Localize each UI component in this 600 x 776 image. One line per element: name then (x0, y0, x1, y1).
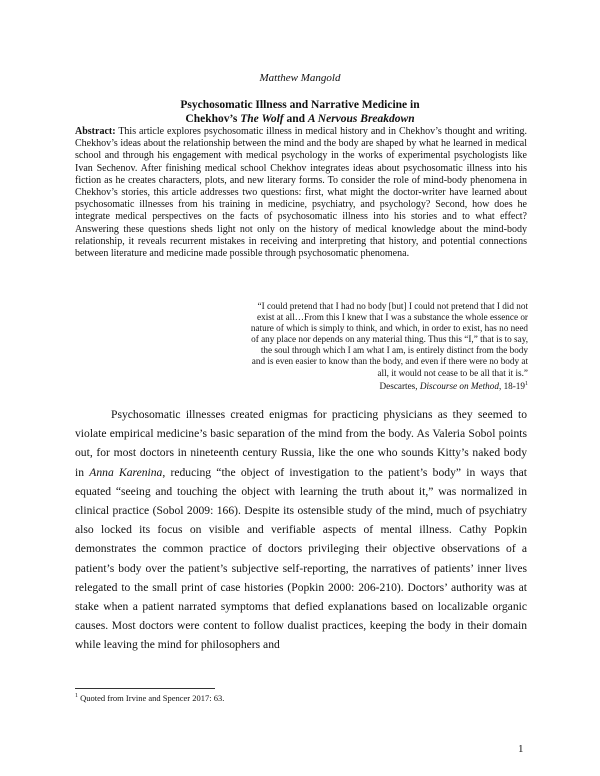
footnote-text: Quoted from Irvine and Spencer 2017: 63. (78, 693, 225, 703)
footnote-marker: 1 (75, 693, 78, 700)
title-work-nervous-breakdown: A Nervous Breakdown (307, 113, 415, 125)
abstract-text: This article explores psychosomatic illness in medical history and in Chekhov’s thought and writing. Chekhov’s ideas about the relationship between the mind and the body are shaped by what he learned in medical school and through his engagement with medical psychology in the works of experimental psychologists like Ivan Sechenov. After finishing medical school Chekhov integrates ideas about psychosomatic illness into his fiction as he creates characters, plots, and new literary forms. To consider the role of mind-body phenomena in Chekhov’s stories, this article addresses two questions: first, what might the doctor-writer have learned about psychosomatic illnesses from his training in medicine, psychiatry, and psychology? Second, how does he integrate medical perspectives on the facts of psychosomatic illness into his stories and to what effect? Answering these questions sheds light not only on the history of medical knowledge about the mind-body relationship, it reveals recurrent mistakes in receiving and interpreting that history, and potential connections between literature and medicine made possible through psychosomatic phenomena. (75, 126, 527, 260)
body-text (75, 405, 527, 655)
epigraph (250, 301, 528, 392)
article-title (0, 98, 600, 126)
attribution-work: Discourse on Method (419, 380, 499, 391)
work-anna-karenina: Anna Karenina (89, 465, 163, 479)
paragraph-text-start: Psychosomatic illnesses created enigmas for practicing physicians as they seemed to violate empirical medicine’s basic separation of the mind from the body. As Valeria Sobol points out, for most doctors in nineteenth century Russia, like the one who sounds Kitty’s naked body in (75, 408, 527, 479)
abstract-label: Abstract: (75, 126, 116, 137)
attribution-pages: , 18-19 (498, 380, 525, 391)
title-and: and (283, 113, 308, 125)
title-work-wolf: The Wolf (240, 113, 284, 125)
epigraph-quote: “I could pretend that I had no body [but] I could not pretend that I did not exist at all…From this I knew that I was a substance the whole essence or nature of which is simply to think, and which, in order to exist, has no need of any place nor depends on any material thing. Thus this “I,” that is to say, the soul through which I am what I am, is entirely distinct from the body and is even easier to know than the body, and even if there were no body at all, it would not cease to be all that it is.” (250, 301, 528, 378)
attribution-author: Descartes, (379, 380, 420, 391)
title-line-2 (0, 112, 600, 126)
title-line-1: Psychosomatic Illness and Narrative Medicine in (180, 99, 420, 111)
epigraph-attribution (250, 379, 528, 392)
abstract (75, 126, 527, 260)
paragraph (75, 405, 527, 655)
footnote-divider (75, 688, 215, 689)
footnote (75, 693, 224, 703)
author-name: Matthew Mangold (259, 72, 341, 84)
footnote-reference[interactable]: 1 (525, 380, 528, 387)
title-prefix: Chekhov’s (185, 113, 241, 125)
paragraph-text-end: , reducing “the object of investigation to the patient’s body” in ways that equated “seeing and touching the object with learning the truth about it,” was normalized in clinical practice (Sobol 2009: 166). Despite its ostensible study of the mind, much of psychiatry also locked its focus on visible and verifiable aspects of mental illness. Cathy Popkin demonstrates the common practice of doctors privileging their objective observations of a patient’s body over the patient’s subjective self-reporting, the narratives of patients’ inner lives relegated to the small print of case histories (Popkin 2000: 206-210). Doctors’ authority was at stake when a patient narrated symptoms that defied explanations based on localizable organic causes. Most doctors were content to follow dualist practices, keeping the body in their domain while leaving the mind for philosophers and (75, 465, 527, 652)
page-number: 1 (518, 743, 524, 755)
